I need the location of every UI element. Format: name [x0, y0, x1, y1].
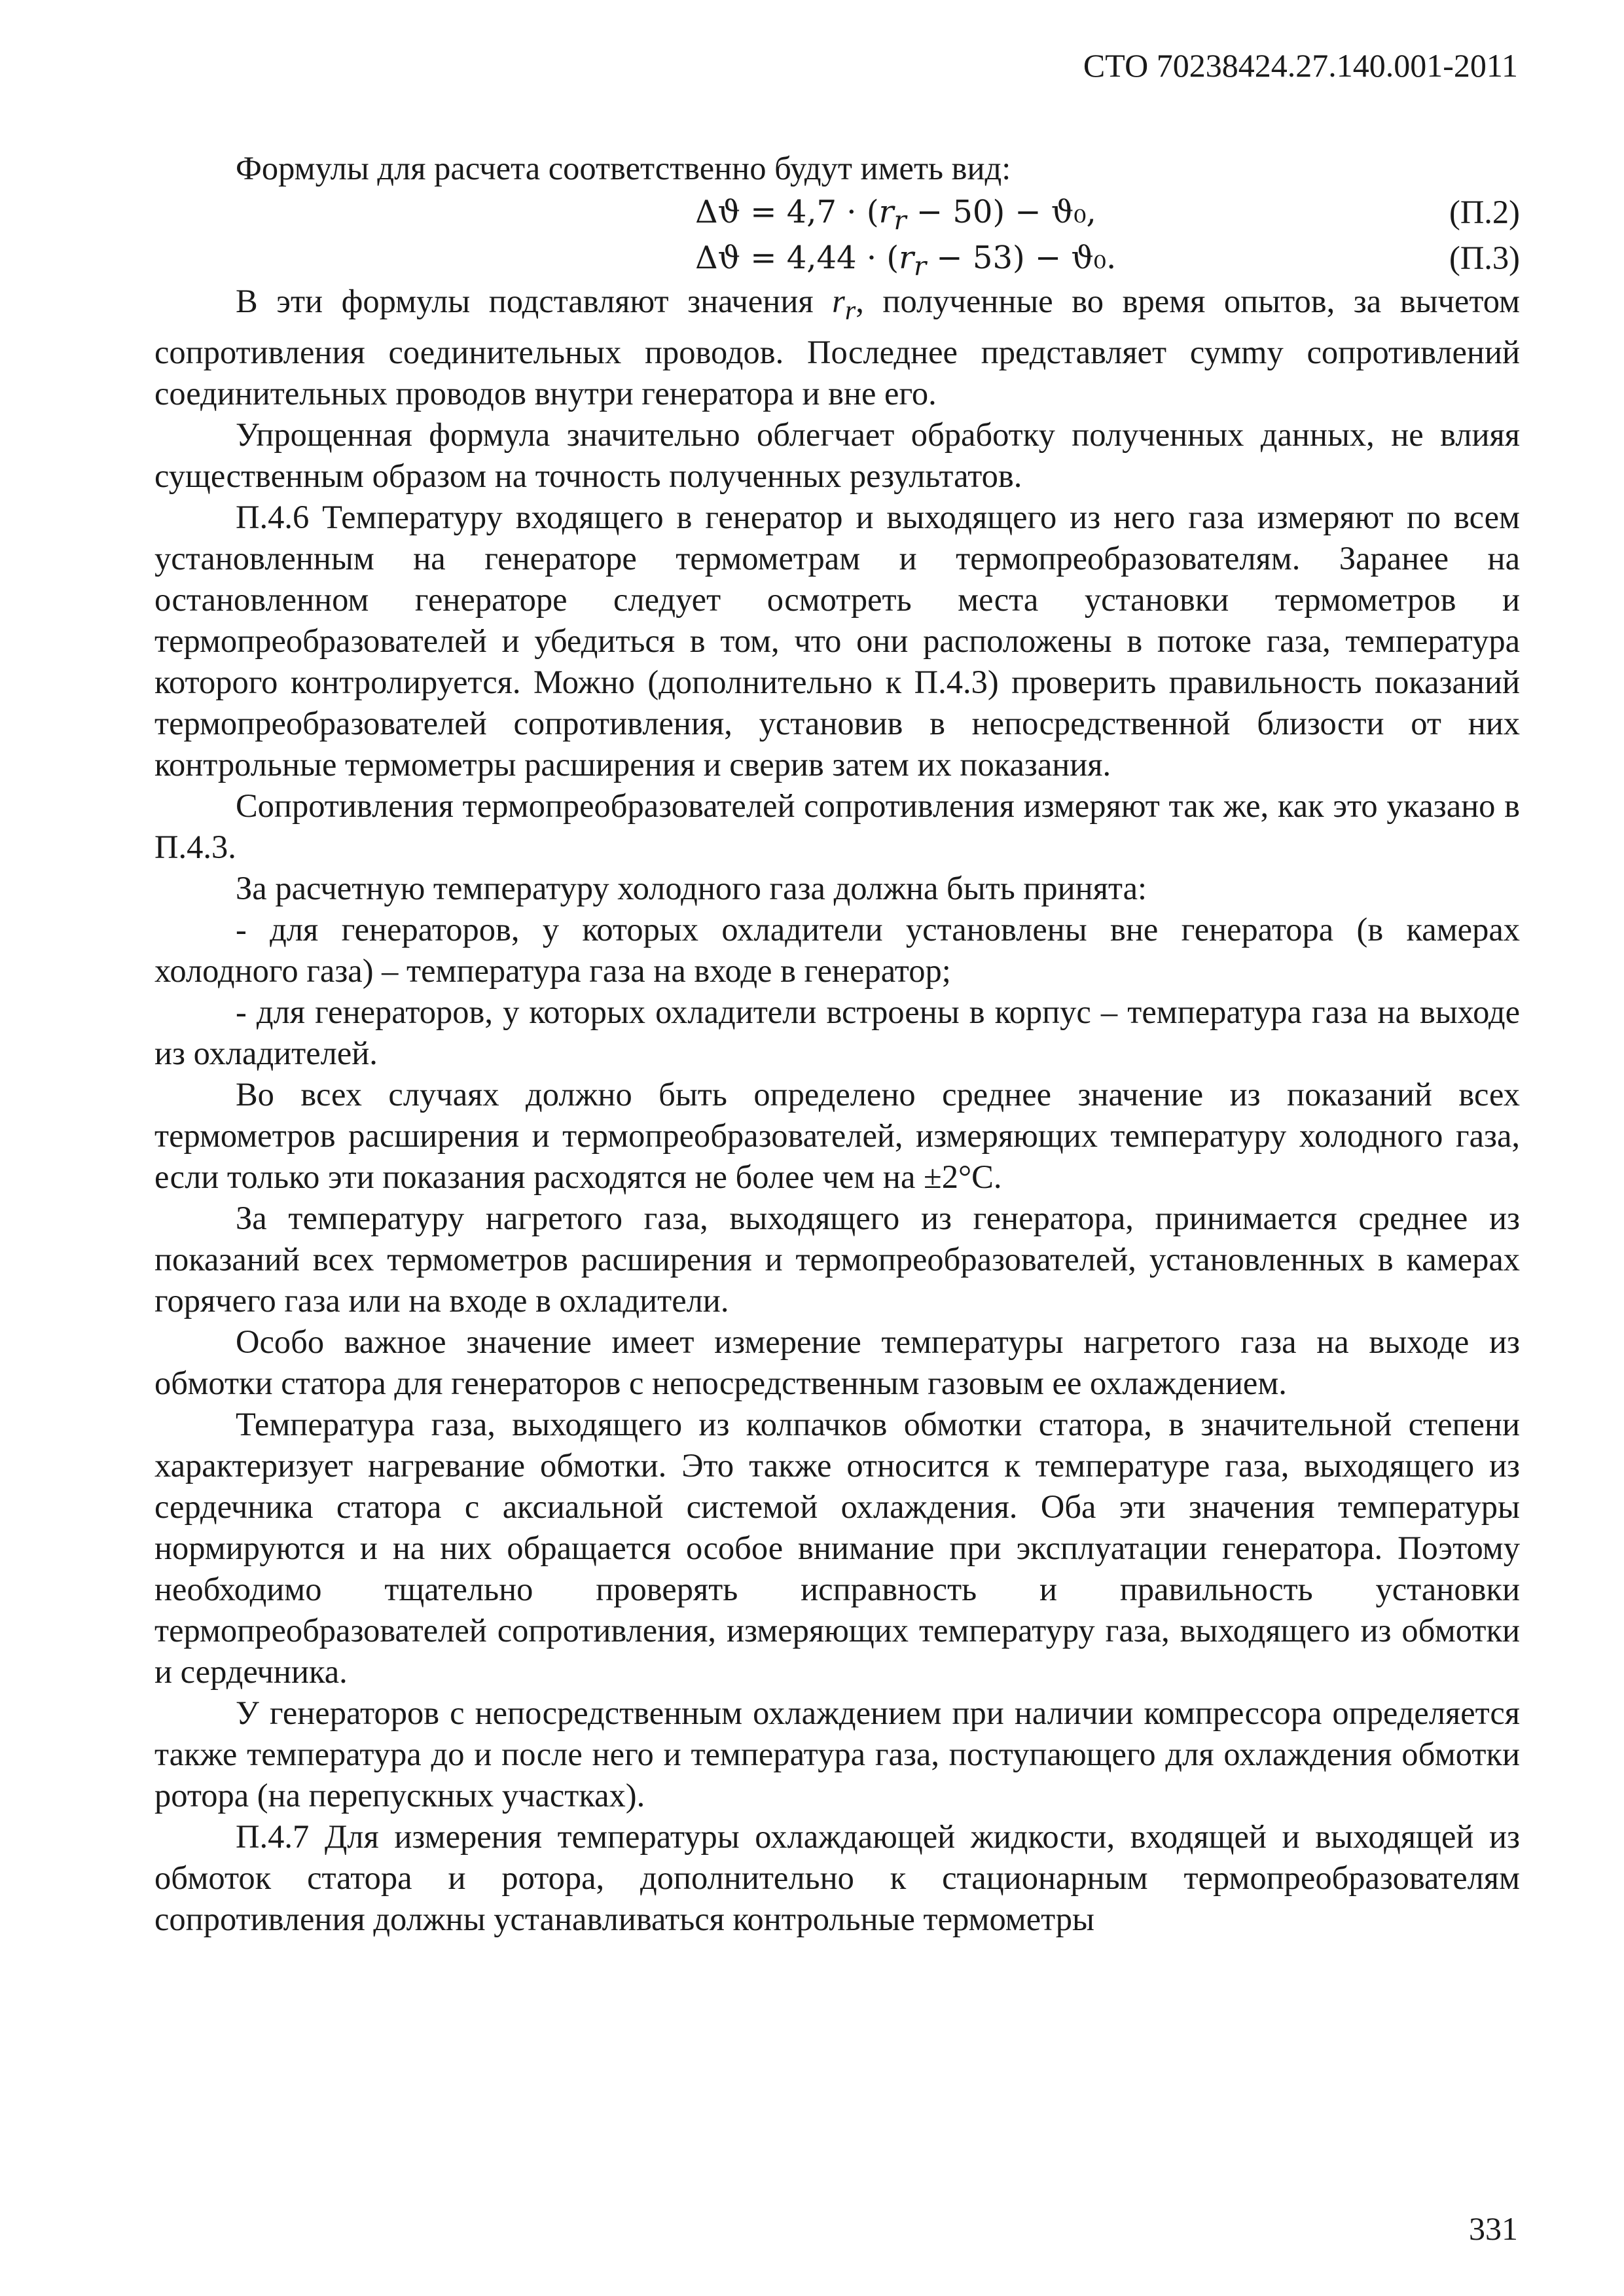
page-number: 331	[1469, 2210, 1518, 2247]
paragraph-substitution-start: В эти формулы подставляют значения	[236, 283, 833, 319]
formula-p2-sub: r	[893, 206, 907, 236]
resistance-variable: r	[832, 283, 845, 319]
paragraph-section-4-7: П.4.7 Для измерения температуры охлаждающей жидкости, входящей и выходящей из обмоток статора и ротора, дополнительно к стационарным термопреобразователям сопротивления должны устанавливаться контрольные термометры	[154, 1818, 1520, 1938]
paragraph-compressor: У генераторов с непосредственным охлаждением при наличии компрессора определяется также температура до и после него и температура газа, поступающего для охлаждения обмотки ротора (на перепускных участках).	[154, 1695, 1520, 1814]
paragraph-section-4-6: П.4.6 Температуру входящего в генератор и выходящего из него газа измеряют по всем установленным на генераторе термометрам и термопреобразователям. Заранее на остановленном генераторе следует осмотреть места установки термометров и термопреобразователей и убедиться в том, что они расположены в потоке газа, температура которого контролируется. Можно (дополнительно к П.4.3) проверить правильность показаний термопреобразователей сопротивления, установив в непосредственной близости от них контрольные термометры расширения и сверив затем их показания.	[154, 499, 1520, 783]
formula-p3-number: (П.3)	[1449, 240, 1520, 276]
formula-p3-rhs: − 53) − ϑ₀.	[926, 240, 1117, 276]
document-body	[154, 148, 1520, 1940]
formula-p3-sub: r	[914, 251, 927, 282]
paragraph-stator-outlet: Особо важное значение имеет измерение температуры нагретого газа на выходе из обмотки статора для генераторов с непосредственным газовым ее охлаждением.	[154, 1323, 1520, 1402]
formula-p2-lhs: Δϑ = 4,7 · (	[695, 194, 879, 230]
paragraph-average-value: Во всех случаях должно быть определено среднее значение из показаний всех термометров расширения и термопреобразователей, измеряющих температуру холодного газа, если только эти показания расходятся не более чем на ±2°С.	[154, 1076, 1520, 1196]
formula-p2-number: (П.2)	[1449, 194, 1520, 230]
formula-p3	[695, 238, 1116, 288]
document-code-header: СТО 70238424.27.140.001-2011	[1083, 47, 1518, 84]
paragraph-substitution-end: , полученные во время опытов, за вычетом сопротивления соединительных проводов. Последнее представляет сумmу сопротивлений соединительных проводов внутри генератора и вне его.	[154, 283, 1520, 412]
formula-row-p3	[154, 235, 1520, 281]
paragraph-stator-caps: Температура газа, выходящего из колпачков обмотки статора, в значительной степени характеризует нагревание обмотки. Это также относится к температуре газа, выходящего из сердечника статора с аксиальной системой охлаждения. Оба эти значения температуры нормируются и на них обращается особое внимание при эксплуатации генератора. Поэтому необходимо тщательно проверять исправность и правильность установки термопреобразователей сопротивления, измеряющих температуру газа, выходящего из обмотки и сердечника.	[154, 1406, 1520, 1691]
paragraph-hot-gas: За температуру нагретого газа, выходящего из генератора, принимается среднее из показаний всех термометров расширения и термопреобразователей, установленных в камерах горячего газа или на входе в охладители.	[154, 1200, 1520, 1319]
list-item-built-in-coolers: - для генераторов, у которых охладители встроены в корпус – температура газа на выходе из охладителей.	[154, 994, 1520, 1072]
formula-p2-var: r	[878, 194, 894, 230]
list-item-external-coolers: - для генераторов, у которых охладители установлены вне генератора (в камерах холодного газа) – температура газа на входе в генератор;	[154, 911, 1520, 990]
paragraph-resistance-measurement: Сопротивления термопреобразователей сопротивления измеряют так же, как это указано в П.4.3.	[154, 787, 1520, 866]
formula-p3-var: r	[899, 240, 914, 276]
paragraph-cold-gas-intro: За расчетную температуру холодного газа должна быть принята:	[236, 870, 1147, 907]
formulas-intro: Формулы для расчета соответственно будут иметь вид:	[236, 150, 1011, 187]
formula-p2-rhs: − 50) − ϑ₀,	[906, 194, 1096, 230]
formula-p3-lhs: Δϑ = 4,44 · (	[695, 240, 899, 276]
paragraph-simplified-formula: Упрощенная формула значительно облегчает обработку полученных данных, не влияя существенным образом на точность полученных результатов.	[154, 416, 1520, 495]
formula-row-p2	[154, 189, 1520, 235]
paragraph-substitution	[154, 281, 1520, 414]
resistance-variable-sub: r	[844, 296, 856, 327]
